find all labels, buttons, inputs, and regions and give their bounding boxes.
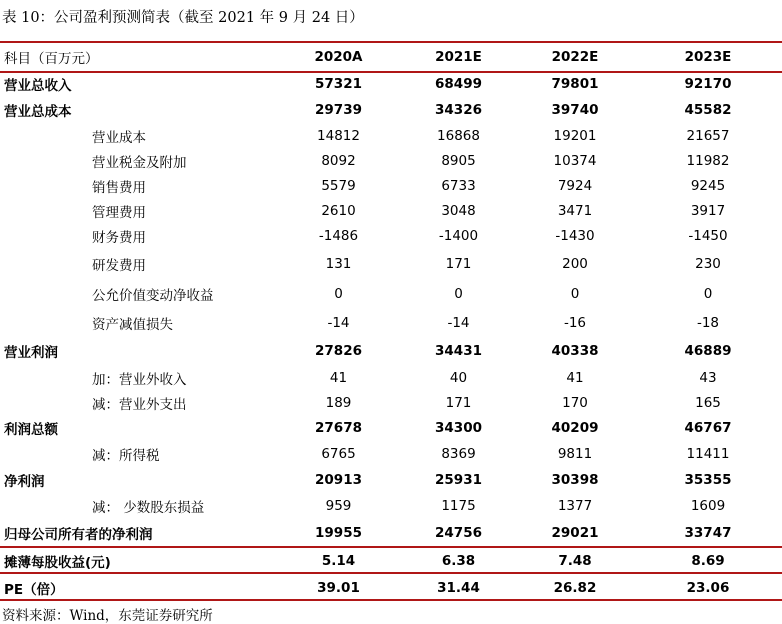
table-row	[0, 519, 782, 547]
table-row	[0, 547, 782, 574]
header-year: 2021E	[435, 49, 482, 65]
cell-value: 0	[334, 286, 343, 302]
row-label: PE（倍）	[4, 581, 64, 598]
cell-value: -1430	[555, 228, 595, 244]
cell-value: 24756	[435, 525, 482, 541]
cell-value: 1609	[690, 498, 726, 514]
row-label: 加：营业外收入	[92, 371, 187, 388]
cell-value: 0	[454, 286, 463, 302]
row-label: 营业利润	[4, 345, 58, 361]
cell-value: 27826	[315, 343, 362, 359]
cell-value: 170	[562, 394, 588, 411]
cell-value: 6733	[441, 177, 476, 194]
row-label: 摊薄每股收益(元)	[4, 554, 111, 571]
cell-value: 9245	[690, 177, 726, 194]
cell-value: 11411	[686, 445, 730, 462]
cell-value: 959	[325, 498, 352, 514]
cell-value: -1450	[688, 228, 728, 244]
cell-value: 8905	[441, 152, 476, 169]
table-row	[0, 574, 782, 601]
cell-value: 34326	[435, 102, 482, 118]
table-row	[0, 440, 782, 467]
table-title: 表 10：公司盈利预测简表（截至 2021 年 9 月 24 日）	[2, 10, 364, 26]
cell-value: 92170	[684, 76, 732, 92]
cell-value: 3471	[557, 202, 593, 219]
table-row	[0, 390, 782, 415]
cell-value: 68499	[435, 76, 482, 92]
cell-value: 2610	[321, 202, 356, 219]
row-label: 营业税金及附加	[92, 154, 187, 171]
row-label: 营业总收入	[4, 78, 72, 94]
row-label: 归母公司所有者的净利润	[4, 527, 153, 543]
cell-value: 9811	[557, 445, 593, 462]
cell-value: 11982	[686, 152, 730, 169]
table-row	[0, 365, 782, 390]
cell-value: 5.14	[321, 552, 356, 569]
cell-value: 171	[445, 394, 472, 411]
row-label: 减：营业外支出	[92, 396, 187, 413]
cell-value: -16	[563, 315, 587, 331]
header-rule	[0, 71, 782, 73]
cell-value: 25931	[435, 472, 482, 488]
cell-value: 43	[699, 369, 717, 386]
cell-value: 40338	[551, 343, 599, 359]
table-row	[0, 415, 782, 440]
cell-value: 7924	[557, 177, 593, 194]
cell-value: 41	[566, 369, 584, 386]
cell-value: 19201	[553, 127, 597, 144]
cell-value: 41	[329, 369, 348, 386]
bottom-rule	[0, 599, 782, 601]
table-row	[0, 71, 782, 97]
cell-value: 5579	[321, 177, 356, 194]
table-row	[0, 249, 782, 279]
cell-value: 10374	[553, 152, 597, 169]
profit-forecast-table	[0, 43, 782, 601]
table-row	[0, 467, 782, 493]
cell-value: 79801	[551, 76, 599, 92]
row-label: 资产减值损失	[92, 317, 173, 333]
cell-value: 189	[325, 394, 352, 411]
cell-value: 7.48	[558, 552, 592, 569]
row-label: 营业成本	[92, 129, 146, 146]
row-label: 公允价值变动净收益	[92, 288, 214, 304]
row-label: 净利润	[4, 474, 45, 490]
table-row	[0, 173, 782, 198]
cell-value: 0	[703, 286, 713, 302]
cell-value: 6.38	[441, 552, 476, 569]
cell-value: 39.01	[317, 579, 360, 596]
cell-value: 3048	[441, 202, 476, 219]
cell-value: 19955	[315, 525, 362, 541]
cell-value: 31.44	[437, 579, 480, 596]
cell-value: 131	[325, 256, 352, 272]
cell-value: 26.82	[553, 579, 597, 596]
cell-value: 46889	[684, 343, 732, 359]
table-row	[0, 198, 782, 223]
cell-value: 40	[449, 369, 468, 386]
source-note: 资料来源：Wind，东莞证券研究所	[2, 608, 213, 624]
row-label: 销售费用	[92, 179, 146, 196]
header-year: 2022E	[551, 49, 599, 65]
cell-value: 40209	[551, 419, 599, 436]
cell-value: -1486	[318, 228, 359, 244]
row-label: 财务费用	[92, 230, 146, 246]
header-label: 科目（百万元）	[4, 51, 99, 67]
cell-value: 57321	[315, 76, 362, 92]
cell-value: -14	[447, 315, 470, 331]
cell-value: 230	[695, 256, 721, 272]
cell-value: 21657	[686, 127, 730, 144]
cell-value: 46767	[684, 419, 732, 436]
cell-value: 6765	[321, 445, 356, 462]
row-label: 利润总额	[4, 421, 58, 438]
cell-value: 29739	[315, 102, 362, 118]
cell-value: 171	[445, 256, 472, 272]
cell-value: 35355	[684, 472, 732, 488]
table-row	[0, 493, 782, 519]
cell-value: 20913	[315, 472, 362, 488]
cell-value: 29021	[551, 525, 599, 541]
row-label: 减：所得税	[92, 447, 160, 464]
row-label: 管理费用	[92, 204, 146, 221]
table-row	[0, 279, 782, 309]
table-body	[0, 71, 782, 601]
pe-rule	[0, 572, 782, 574]
cell-value: 8369	[441, 445, 476, 462]
header-year: 2023E	[684, 49, 732, 65]
row-label: 营业总成本	[4, 104, 72, 120]
table-row	[0, 123, 782, 148]
cell-value: 27678	[315, 419, 362, 436]
cell-value: 165	[695, 394, 721, 411]
header-year: 2020A	[314, 49, 363, 65]
table-row	[0, 223, 782, 249]
cell-value: 34431	[435, 343, 482, 359]
cell-value: 0	[570, 286, 580, 302]
cell-value: 33747	[684, 525, 732, 541]
row-label: 减： 少数股东损益	[92, 500, 205, 516]
table-row	[0, 97, 782, 123]
cell-value: 1377	[557, 498, 593, 514]
cell-value: 30398	[551, 472, 599, 488]
cell-value: 200	[562, 256, 588, 272]
header-row	[0, 43, 782, 71]
cell-value: 8.69	[691, 552, 725, 569]
row-label: 研发费用	[92, 258, 146, 274]
table-row	[0, 337, 782, 365]
cell-value: -18	[696, 315, 720, 331]
cell-value: -14	[327, 315, 350, 331]
table-row	[0, 148, 782, 173]
cell-value: 23.06	[686, 579, 730, 596]
table-row	[0, 309, 782, 337]
cell-value: 16868	[437, 127, 480, 144]
cell-value: 1175	[441, 498, 476, 514]
cell-value: 45582	[684, 102, 732, 118]
eps-rule	[0, 546, 782, 548]
cell-value: 34300	[435, 419, 482, 436]
cell-value: 14812	[317, 127, 360, 144]
cell-value: 8092	[321, 152, 356, 169]
cell-value: -1400	[438, 228, 479, 244]
cell-value: 39740	[551, 102, 599, 118]
cell-value: 3917	[690, 202, 726, 219]
